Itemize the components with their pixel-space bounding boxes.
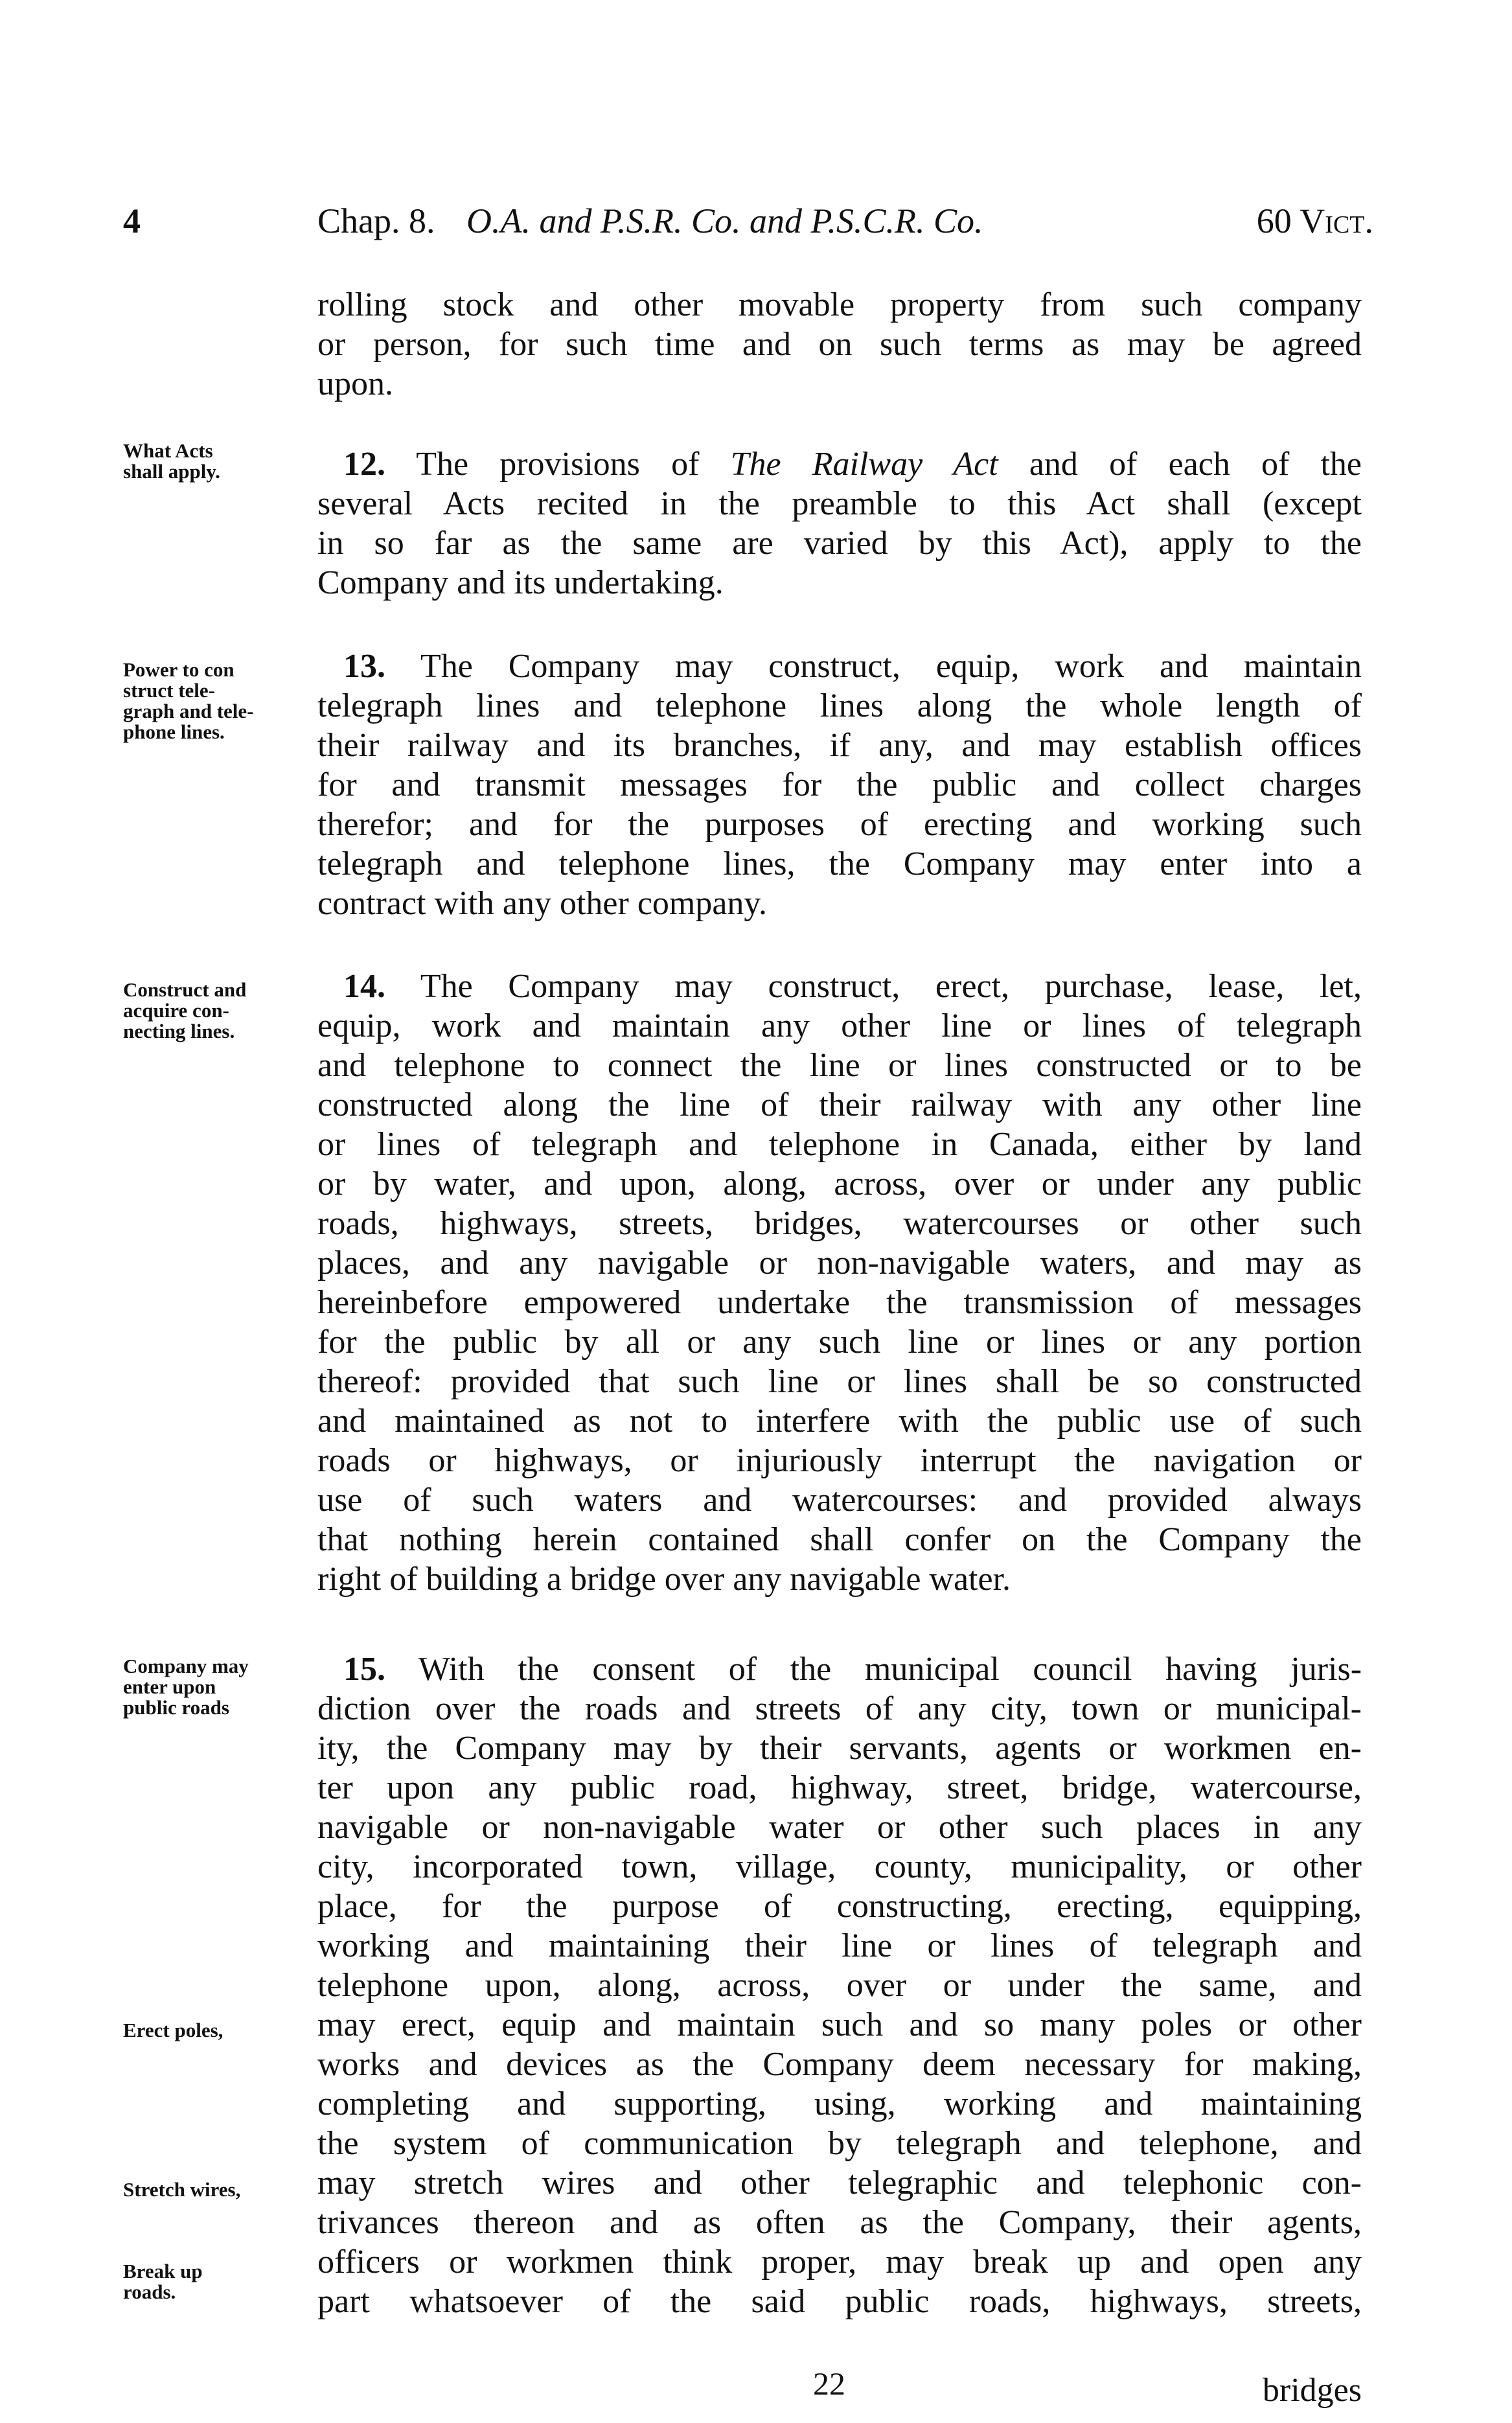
text-line: their railway and its branches, if any, and may establish offices — [317, 727, 1362, 764]
text-line: completing and supporting, using, working and maintaining — [317, 2085, 1362, 2122]
text-line-first: 12. The provisions of The Railway Act and of each of the — [343, 446, 1362, 483]
text-line: telegraph and telephone lines, the Company may enter into a — [317, 845, 1362, 882]
text-line: the system of communication by telegraph and telephone, and — [317, 2125, 1362, 2162]
act-title: O.A. and P.S.R. Co. and P.S.C.R. Co. — [466, 201, 983, 240]
section-number: 14. — [343, 968, 385, 1005]
margin-note-stretch-wires: Stretch wires, — [123, 2178, 241, 2201]
text-line: several Acts recited in the preamble to this Act shall (except — [317, 485, 1362, 522]
text-line: ter upon any public road, highway, street, bridge, watercourse, — [317, 1769, 1362, 1806]
text-line: working and maintaining their line or lines of telegraph and — [317, 1927, 1362, 1964]
text-line: may erect, equip and maintain such and so many poles or other — [317, 2006, 1362, 2043]
text-line: contract with any other company. — [317, 885, 768, 922]
text-line: trivances thereon and as often as the Company, their agents, — [317, 2204, 1362, 2241]
margin-note-what-acts: What Acts shall apply. — [123, 439, 220, 483]
act-reference: The Railway Act — [730, 446, 998, 483]
margin-note-erect-poles: Erect poles, — [123, 2019, 223, 2041]
text-line-body: The Company may construct, equip, work and maintain — [420, 648, 1362, 685]
text-line: or person, for such time and on such terms as may be agreed — [317, 326, 1362, 363]
text-line: right of building a bridge over any navigable water. — [317, 1561, 1011, 1598]
text-line-first — [317, 1649, 1362, 1689]
text-line-first — [317, 967, 1362, 1006]
text-line: telegraph lines and telephone lines along the whole length of — [317, 687, 1362, 724]
text-line: place, for the purpose of constructing, erecting, equipping, — [317, 1888, 1362, 1925]
text-line: navigable or non-navigable water or other such places in any — [317, 1809, 1362, 1846]
text-line: may stretch wires and other telegraphic and telephonic con- — [317, 2165, 1362, 2201]
text-line: officers or workmen think proper, may break up and open any — [317, 2244, 1362, 2280]
text-line: for and transmit messages for the public and collect charges — [317, 766, 1362, 803]
text-line-body: With the consent of the municipal council having juris- — [418, 1651, 1362, 1688]
section-12 — [317, 444, 1362, 603]
text-line: part whatsoever of the said public roads, highways, streets, — [317, 2283, 1362, 2320]
text-line: ity, the Company may by their servants, agents or workmen en- — [317, 1730, 1362, 1767]
text-line: upon. — [317, 365, 393, 402]
text-line: places, and any navigable or non-navigable waters, and may as — [317, 1245, 1362, 1281]
margin-note-connecting-lines: Construct and acquire con- necting lines. — [123, 978, 247, 1042]
text-line: or lines of telegraph and telephone in Canada, either by land — [317, 1126, 1362, 1163]
section-14 — [317, 967, 1362, 1599]
text-line: and maintained as not to interfere with the public use of such — [317, 1403, 1362, 1440]
regnal-year: 60 Vict. — [1256, 201, 1373, 240]
text-line: telephone upon, along, across, over or under the same, and — [317, 1967, 1362, 2004]
margin-note-break-up-roads: Break up roads. — [123, 2260, 203, 2303]
text-line: diction over the roads and streets of any city, town or municipal- — [317, 1690, 1362, 1727]
running-header — [123, 201, 1373, 253]
margin-note-enter-public-roads: Company may enter upon public roads — [123, 1655, 249, 1719]
section-15 — [317, 1649, 1362, 2321]
text-line: in so far as the same are varied by this Act), apply to the — [317, 525, 1362, 562]
text-line: therefor; and for the purposes of erecting and working such — [317, 806, 1362, 843]
section-number: 15. — [343, 1651, 385, 1688]
text-line: city, incorporated town, village, county, municipality, or other — [317, 1848, 1362, 1885]
signature-mark: 22 — [813, 2365, 845, 2402]
section-number: 12. — [343, 446, 385, 483]
text-line: roads, highways, streets, bridges, watercourses or other such — [317, 1205, 1362, 1242]
text-line: equip, work and maintain any other line or lines of telegraph — [317, 1007, 1362, 1044]
text-line: and telephone to connect the line or lines constructed or to be — [317, 1047, 1362, 1084]
text-line: constructed along the line of their railway with any other line — [317, 1086, 1362, 1123]
text-line: Company and its undertaking. — [317, 564, 724, 601]
text-line: hereinbefore empowered undertake the transmission of messages — [317, 1284, 1362, 1321]
catchword: bridges — [1262, 2372, 1362, 2409]
margin-note-telegraph-lines: Power to con struct tele- graph and tele- phone lines. — [123, 658, 254, 743]
continuation-paragraph — [317, 285, 1362, 404]
section-13 — [317, 647, 1362, 923]
text-line-first — [317, 647, 1362, 686]
text-line: rolling stock and other movable property from such company — [317, 286, 1362, 323]
text-line-body: The Company may construct, erect, purchase, lease, let, — [420, 968, 1362, 1005]
chapter-label: Chap. 8. — [317, 201, 435, 240]
text-line: roads or highways, or injuriously interrupt the navigation or — [317, 1442, 1362, 1479]
text-line: works and devices as the Company deem necessary for making, — [317, 2046, 1362, 2083]
page-number: 4 — [123, 201, 141, 240]
text-line: for the public by all or any such line or lines or any portion — [317, 1324, 1362, 1361]
text-line: thereof: provided that such line or lines shall be so constructed — [317, 1363, 1362, 1400]
text-line: use of such waters and watercourses: and provided always — [317, 1482, 1362, 1519]
text-line: or by water, and upon, along, across, over or under any public — [317, 1166, 1362, 1202]
text-line: that nothing herein contained shall confer on the Company the — [317, 1521, 1362, 1558]
section-number: 13. — [343, 648, 385, 685]
